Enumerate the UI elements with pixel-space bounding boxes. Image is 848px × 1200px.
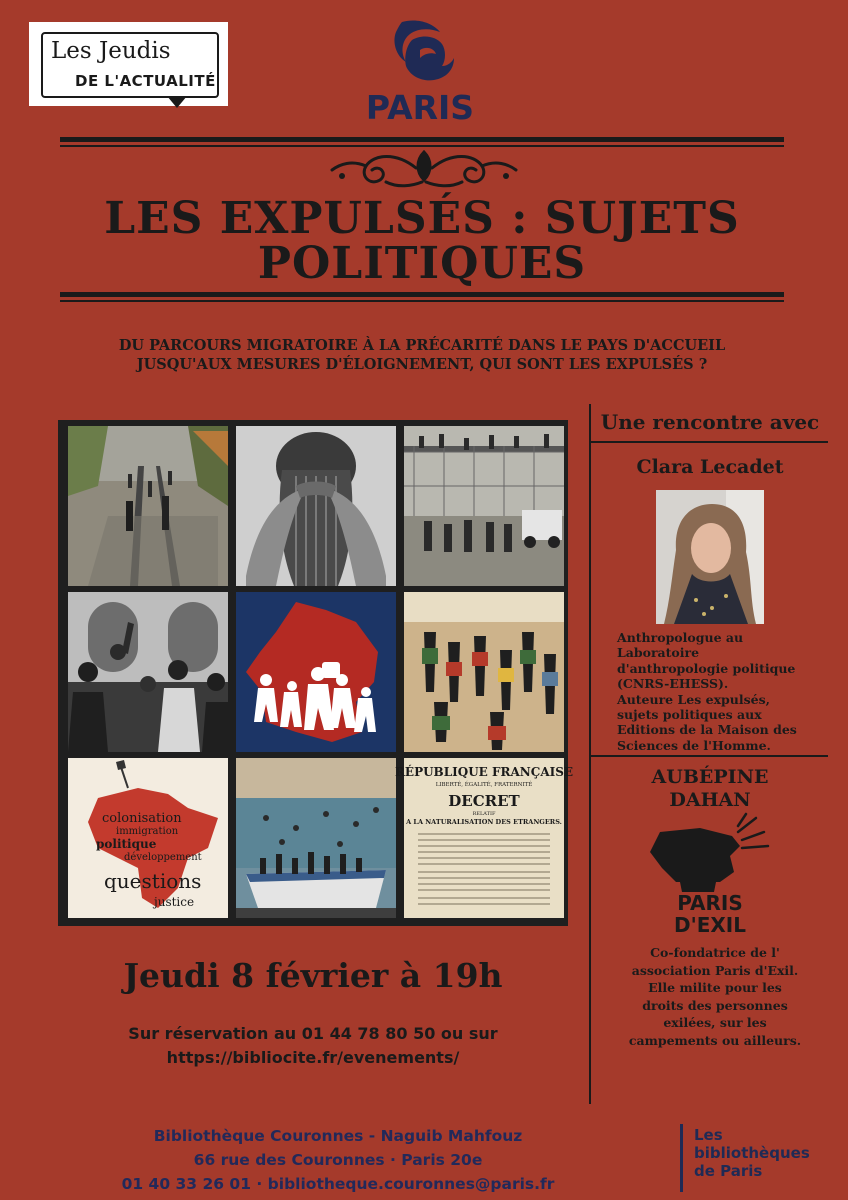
speaker2-name-line2: DAHAN [669, 789, 751, 811]
jeudis-actualite-logo [29, 22, 228, 106]
event-subtitle [60, 336, 784, 374]
subtitle-line1: DU PARCOURS MIGRATOIRE À LA PRÉCARITÉ DANS LE PAYS D'ACCUEIL [118, 337, 726, 354]
event-title: LES EXPULSÉS : SUJETS POLITIQUES [104, 193, 740, 289]
booking-phone-line: Sur réservation au 01 44 78 80 50 ou sur [128, 1024, 498, 1043]
booking-info [58, 1022, 568, 1070]
divider-between-speakers [590, 755, 828, 757]
photo-collage [58, 420, 574, 926]
exil-logo-line2: D'EXIL [674, 913, 746, 937]
event-date: Jeudi 8 février à 19h [123, 956, 503, 995]
speaker1-bio-line: d'anthropologie politique [617, 660, 796, 676]
photo-protest-crowd [68, 592, 228, 752]
africa-word-immigration: immigration [116, 826, 179, 837]
photo-africa-words [68, 758, 228, 918]
top-rule-thick [60, 137, 784, 142]
speaker2-bio-line: exilées, sur les [663, 1015, 767, 1030]
divider-under-intro [590, 441, 828, 443]
meet-intro-label: Une rencontre avec [600, 410, 820, 434]
africa-word-developpement: développement [124, 852, 202, 863]
bib-logo-bar [680, 1124, 683, 1192]
bib-logo-line1: Les [694, 1126, 723, 1144]
ornament-flourish-icon [326, 146, 522, 190]
bib-logo-line2: bibliothèques [694, 1144, 810, 1162]
bottom-rule-thick [60, 292, 784, 297]
decree-subtitle: A LA NATURALISATION DES ETRANGERS. [406, 818, 562, 826]
photo-braided-hair [236, 426, 396, 586]
library-name: Bibliothèque Couronnes - Naguib Mahfouz [153, 1127, 523, 1145]
bib-logo-line3: de Paris [694, 1162, 763, 1180]
column-divider-vertical [589, 404, 591, 1104]
speaker2-bio-line: Co-fondatrice de l' [650, 945, 780, 960]
decree-motto: LIBERTÉ, ÉGALITÉ, FRATERNITÉ [435, 782, 533, 788]
africa-word-questions: questions [104, 869, 202, 893]
photo-decree-document [394, 758, 574, 918]
africa-word-colonisation: colonisation [102, 811, 182, 826]
decree-title: DECRET [448, 792, 520, 810]
raised-fist-icon [650, 828, 740, 882]
speaker2-name-line1: AUBÉPINE [651, 766, 769, 788]
subtitle-line2: JUSQU'AUX MESURES D'ÉLOIGNEMENT, QUI SONT LES EXPULSÉS ? [136, 356, 708, 373]
speaker2-bio-line: Elle milite pour les [648, 980, 782, 995]
photo-boat-shore [236, 758, 396, 918]
speaker1-portrait [656, 490, 764, 624]
decree-header: RÉPUBLIQUE FRANÇAISE [394, 765, 574, 779]
speaker2-bio-line: droits des personnes [642, 997, 788, 1013]
speaker2-bio-line: association Paris d'Exil. [631, 962, 799, 978]
booking-url-link[interactable]: https://bibliocite.fr/evenements/ [166, 1048, 460, 1067]
paris-logo [350, 14, 490, 127]
speaker1-bio-line: (CNRS-EHESS). [617, 676, 729, 692]
speaker1-bio-line: Laboratoire [617, 645, 700, 661]
photo-railway-migrants [68, 426, 228, 586]
paris-ship-icon [350, 14, 490, 90]
photo-france-map [236, 592, 396, 752]
speaker2-bio [609, 944, 821, 1049]
speaker1-bio [617, 630, 827, 753]
speaker2-bio-line: campements ou ailleurs. [628, 1032, 802, 1048]
speaker1-bio-line: Sciences de l'Homme. [617, 737, 771, 753]
speaker1-bio-line: Auteure Les expulsés, [617, 691, 770, 707]
decree-relatif: RELATIF [472, 811, 496, 817]
speaker1-bio-line: sujets politiques aux [617, 707, 762, 723]
library-street: 66 rue des Couronnes · Paris 20e [193, 1151, 483, 1169]
speaker1-bio-line: Anthropologue au [617, 630, 744, 645]
speech-bubble-tail [167, 96, 187, 108]
photo-border-fence [404, 426, 564, 586]
photo-migration-painting [404, 592, 564, 752]
library-contact: 01 40 33 26 01 · bibliotheque.couronnes@paris.fr [121, 1175, 555, 1193]
speaker2-name [600, 766, 820, 812]
jeudis-logo-line2: DE L'ACTUALITÉ [75, 72, 216, 90]
africa-word-justice: justice [154, 895, 195, 909]
exil-logo-line1: PARIS [677, 891, 743, 915]
bottom-rule-thin [60, 300, 784, 302]
speaker1-name: Clara Lecadet [636, 456, 784, 478]
jeudis-logo-line1: Les Jeudis [51, 38, 171, 64]
library-address [58, 1124, 618, 1196]
speaker1-bio-line: Editions de la Maison des [617, 722, 797, 738]
paris-logo-text: PARIS [365, 88, 475, 127]
paris-exil-logo [640, 812, 780, 940]
africa-word-politique: politique [96, 837, 157, 851]
